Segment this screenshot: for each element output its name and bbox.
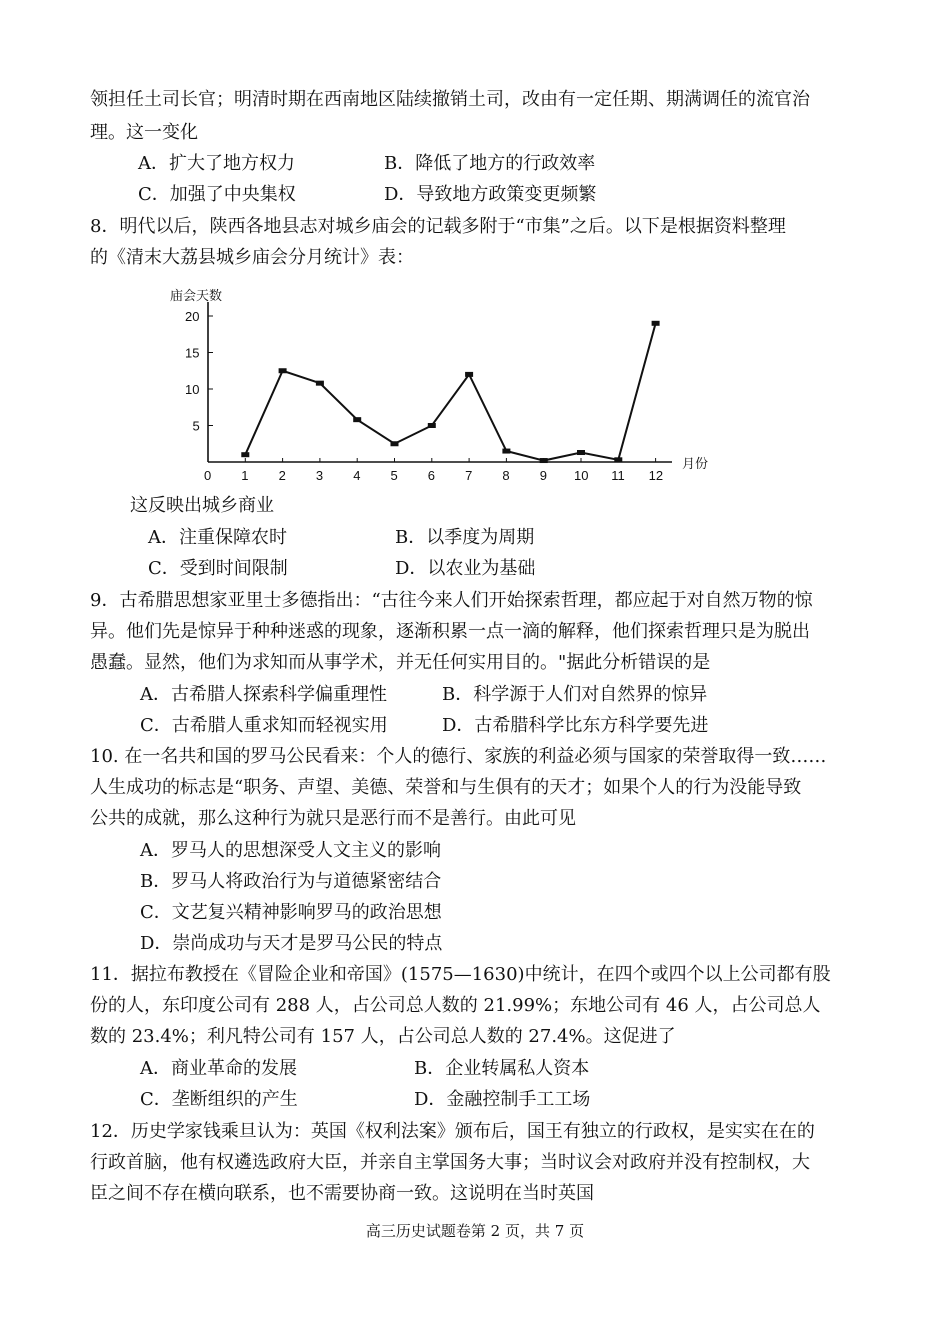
x-tick-label: 8 bbox=[502, 468, 510, 483]
data-point bbox=[316, 381, 324, 386]
q9-text-line-1: 9．古希腊思想家亚里士多德指出：“古往今来人们开始探索哲理，都应起于对自然万物的惊 bbox=[90, 590, 813, 611]
data-point bbox=[540, 458, 548, 463]
q7-option-c: C．加强了中央集权 bbox=[138, 184, 296, 205]
q11-text-line-3: 数的 23.4%；利凡特公司有 157 人，占公司总人数的 27.4%。这促进了 bbox=[90, 1026, 676, 1047]
q9-option-b: B．科学源于人们对自然界的惊异 bbox=[442, 684, 708, 705]
q8-option-b: B．以季度为周期 bbox=[395, 527, 535, 548]
x-tick-label: 0 bbox=[204, 468, 212, 483]
x-tick-label: 6 bbox=[427, 468, 436, 483]
q11-option-a: A．商业革命的发展 bbox=[140, 1058, 297, 1079]
data-point bbox=[241, 452, 249, 457]
data-point bbox=[353, 417, 361, 422]
y-tick-label: 10 bbox=[185, 382, 200, 397]
chart-x-axis-label: 月份 bbox=[682, 456, 709, 471]
q10-text-line-3: 公共的成就，那么这种行为就只是恶行而不是善行。由此可见 bbox=[90, 808, 576, 829]
q9-text-line-2: 异。他们先是惊异于种种迷惑的现象，逐渐积累一点一滴的解释，他们探索哲理只是为脱出 bbox=[90, 621, 810, 642]
q8-stem: 这反映出城乡商业 bbox=[130, 495, 274, 516]
x-tick-label: 7 bbox=[465, 468, 473, 483]
q11-text-line-2: 份的人，东印度公司有 288 人，占公司总人数的 21.99%；东地公司有 46 人，占公司总人 bbox=[90, 995, 821, 1016]
x-tick-label: 2 bbox=[278, 468, 286, 483]
q10-option-d: D．崇尚成功与天才是罗马公民的特点 bbox=[140, 933, 443, 954]
temple-fair-line-chart bbox=[160, 278, 720, 490]
data-point bbox=[279, 368, 287, 373]
q11-option-d: D．金融控制手工工场 bbox=[414, 1089, 591, 1110]
q8-option-d: D．以农业为基础 bbox=[395, 558, 536, 579]
x-tick-label: 9 bbox=[539, 468, 547, 483]
q9-text-line-3: 愚蠢。显然，他们为求知而从事学术，并无任何实用目的。"据此分析错误的是 bbox=[90, 652, 711, 673]
q10-text-line-2: 人生成功的标志是“职务、声望、美德、荣誉和与生俱有的天才；如果个人的行为没能导致 bbox=[90, 777, 802, 798]
x-tick-label: 4 bbox=[353, 468, 361, 483]
q11-option-c: C．垄断组织的产生 bbox=[140, 1089, 298, 1110]
x-tick-label: 3 bbox=[315, 468, 324, 483]
y-tick-label: 20 bbox=[185, 309, 200, 324]
chart-y-axis-label: 庙会天数 bbox=[170, 288, 223, 303]
q7-option-d: D．导致地方政策变更频繁 bbox=[384, 184, 597, 205]
page-footer: 高三历史试题卷第 2 页，共 7 页 bbox=[365, 1222, 585, 1240]
data-point bbox=[577, 450, 585, 455]
x-tick-label: 11 bbox=[611, 468, 625, 483]
data-point bbox=[391, 441, 399, 446]
data-point bbox=[465, 372, 473, 377]
q8-option-a: A．注重保障农时 bbox=[148, 527, 287, 548]
q8-text-line-1: 8．明代以后，陕西各地县志对城乡庙会的记载多附于“市集”之后。以下是根据资料整理 bbox=[90, 216, 786, 237]
q12-text-line-1: 12．历史学家钱乘旦认为：英国《权利法案》颁布后，国王有独立的行政权，是实实在在的 bbox=[90, 1121, 815, 1142]
q9-option-a: A．古希腊人探索科学偏重理性 bbox=[140, 684, 387, 705]
y-tick-label: 5 bbox=[192, 418, 200, 434]
q7-text-line-1: 领担任土司长官；明清时期在西南地区陆续撤销土司，改由有一定任期、期满调任的流官治 bbox=[90, 89, 810, 110]
q12-text-line-2: 行政首脑，他有权遴选政府大臣，并亲自主掌国务大事；当时议会对政府并没有控制权，大 bbox=[90, 1152, 810, 1173]
q7-option-a: A．扩大了地方权力 bbox=[138, 153, 295, 174]
q10-option-b: B．罗马人将政治行为与道德紧密结合 bbox=[140, 871, 442, 892]
q9-option-c: C．古希腊人重求知而轻视实用 bbox=[140, 715, 388, 736]
q8-text-line-2: 的《清末大荔县城乡庙会分月统计》表： bbox=[90, 247, 414, 268]
x-tick-label: 5 bbox=[390, 468, 398, 483]
q10-text-line-1: 10. 在一名共和国的罗马公民看来：个人的德行、家族的利益必须与国家的荣誉取得一致…… bbox=[90, 746, 827, 767]
q10-option-a: A．罗马人的思想深受人文主义的影响 bbox=[140, 840, 441, 861]
q7-text-line-2: 理。这一变化 bbox=[90, 122, 198, 143]
data-point bbox=[652, 321, 660, 326]
q7-option-b: B．降低了地方的行政效率 bbox=[384, 153, 596, 174]
x-tick-label: 1 bbox=[241, 468, 249, 483]
q11-text-line-1: 11．据拉布教授在《冒险企业和帝国》(1575—1630)中统计，在四个或四个以上公司都有股 bbox=[90, 964, 831, 985]
q12-text-line-3: 臣之间不存在横向联系，也不需要协商一致。这说明在当时英国 bbox=[90, 1183, 594, 1204]
series-line bbox=[245, 323, 655, 460]
y-tick-label: 15 bbox=[185, 345, 200, 361]
x-tick-label: 12 bbox=[648, 468, 664, 483]
q10-option-c: C．文艺复兴精神影响罗马的政治思想 bbox=[140, 902, 442, 923]
data-point bbox=[428, 423, 436, 428]
q11-option-b: B．企业转属私人资本 bbox=[414, 1058, 590, 1079]
q9-option-d: D．古希腊科学比东方科学要先进 bbox=[442, 715, 709, 736]
q8-option-c: C．受到时间限制 bbox=[148, 558, 288, 579]
data-point bbox=[614, 457, 622, 462]
x-tick-label: 10 bbox=[574, 468, 589, 483]
data-point bbox=[502, 449, 510, 454]
